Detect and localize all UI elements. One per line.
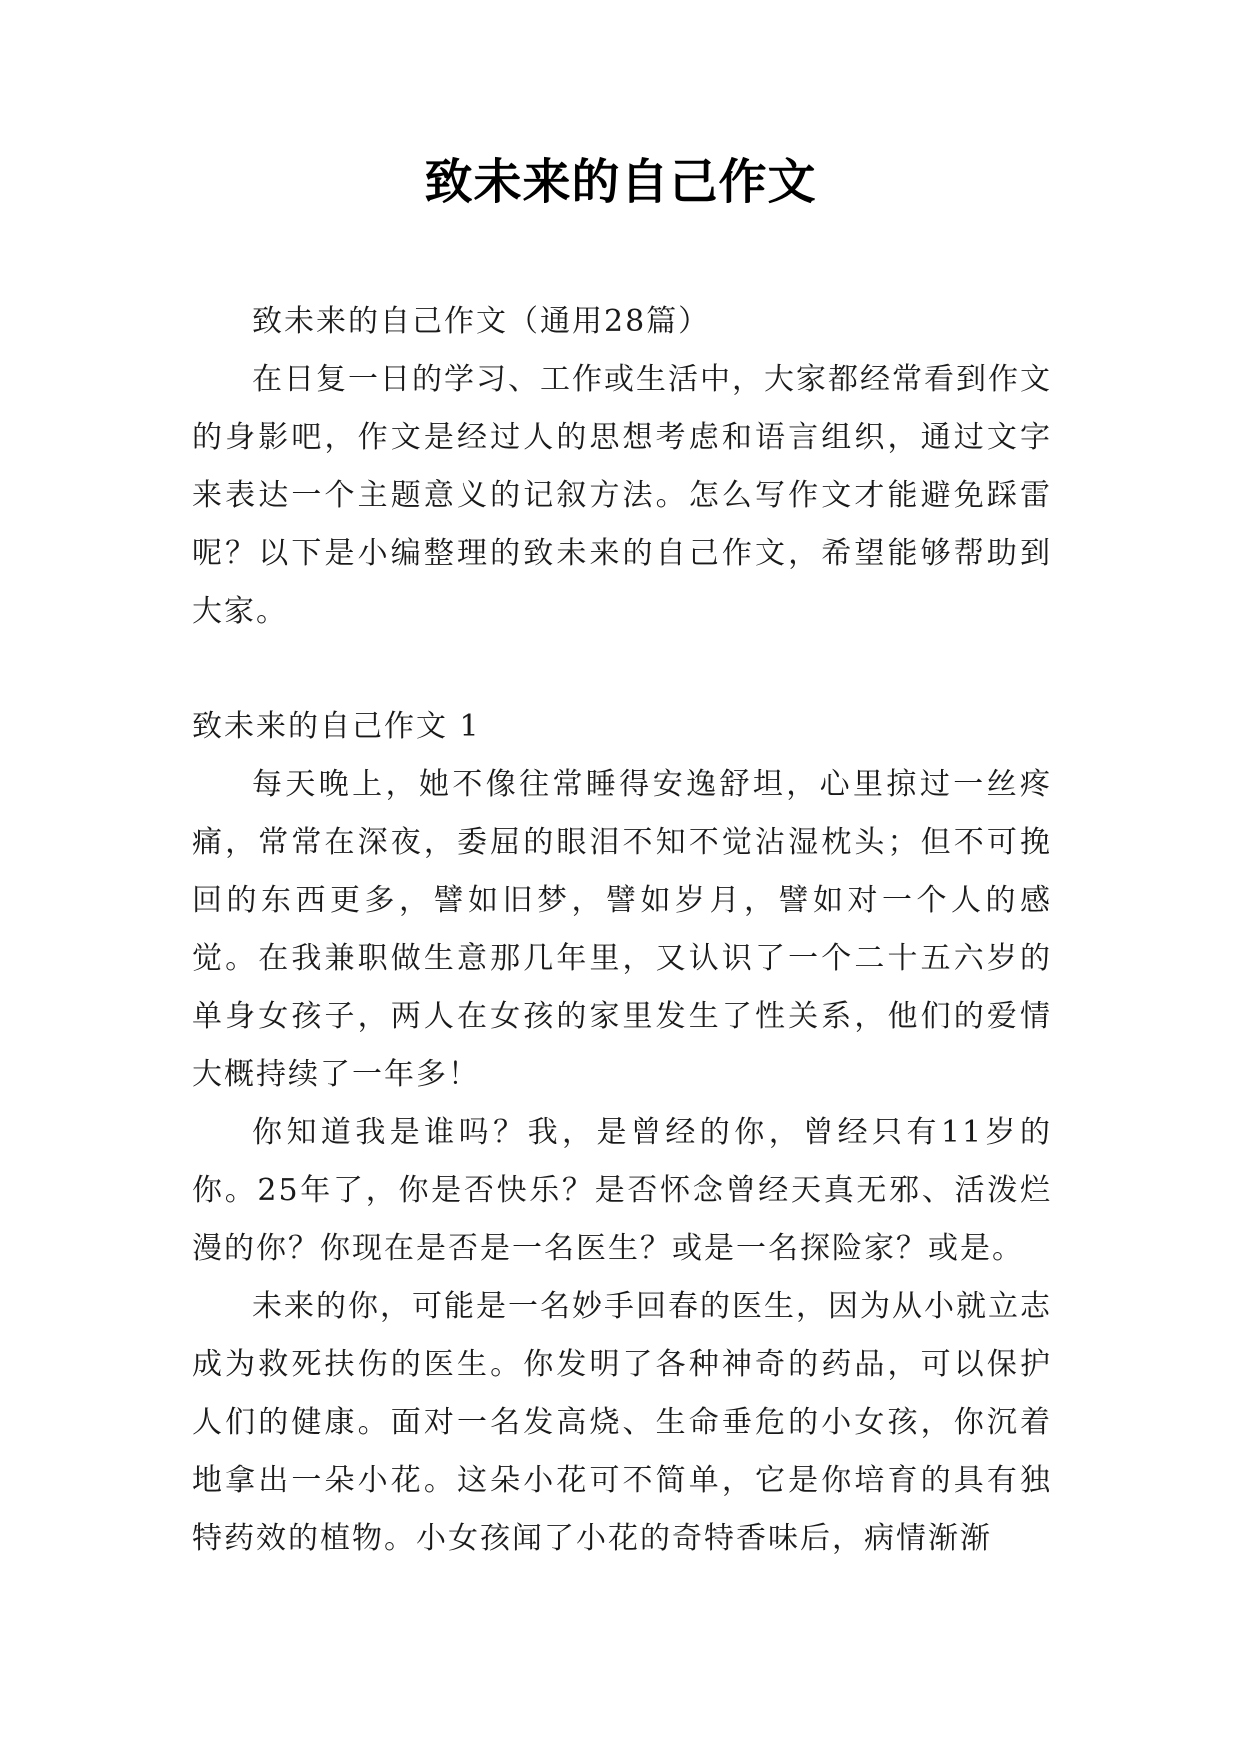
document-title: 致未来的自己作文 xyxy=(424,154,817,210)
essay-paragraph: 未来的你，可能是一名妙手回春的医生，因为从小就立志成为救死扶伤的医生。你发明了各种神奇的药品，可以保护人们的健康。面对一名发高烧、生命垂危的小女孩，你沉着地拿出一朵小花。这朵小花可不简单，它是你培育的具有独特药效的植物。小女孩闻了小花的奇特香味后，病情渐渐 xyxy=(192,1289,1052,1556)
essay-paragraph: 每天晚上，她不像往常睡得安逸舒坦，心里掠过一丝疼痛，常常在深夜，委屈的眼泪不知不觉沾湿枕头；但不可挽回的东西更多，譬如旧梦，譬如岁月，譬如对一个人的感觉。在我兼职做生意那几年里，又认识了一个二十五六岁的单身女孩子，两人在女孩的家里发生了性关系，他们的爱情大概持续了一年多！ xyxy=(192,767,1052,1092)
essay-heading: 致未来的自己作文 1 xyxy=(192,709,481,744)
intro-paragraph: 在日复一日的学习、工作或生活中，大家都经常看到作文的身影吧，作文是经过人的思想考虑和语言组织，通过文字来表达一个主题意义的记叙方法。怎么写作文才能避免踩雷呢？以下是小编整理的致未来的自己作文，希望能够帮助到大家。 xyxy=(192,362,1052,629)
intro-subtitle: 致未来的自己作文（通用28篇） xyxy=(252,304,711,339)
intro-section xyxy=(192,293,1052,641)
essay-1-section xyxy=(192,698,1052,1568)
essay-paragraph: 你知道我是谁吗？我，是曾经的你，曾经只有11岁的你。25年了，你是否快乐？是否怀念曾经天真无邪、活泼烂漫的你？你现在是否是一名医生？或是一名探险家？或是。 xyxy=(192,1115,1052,1266)
